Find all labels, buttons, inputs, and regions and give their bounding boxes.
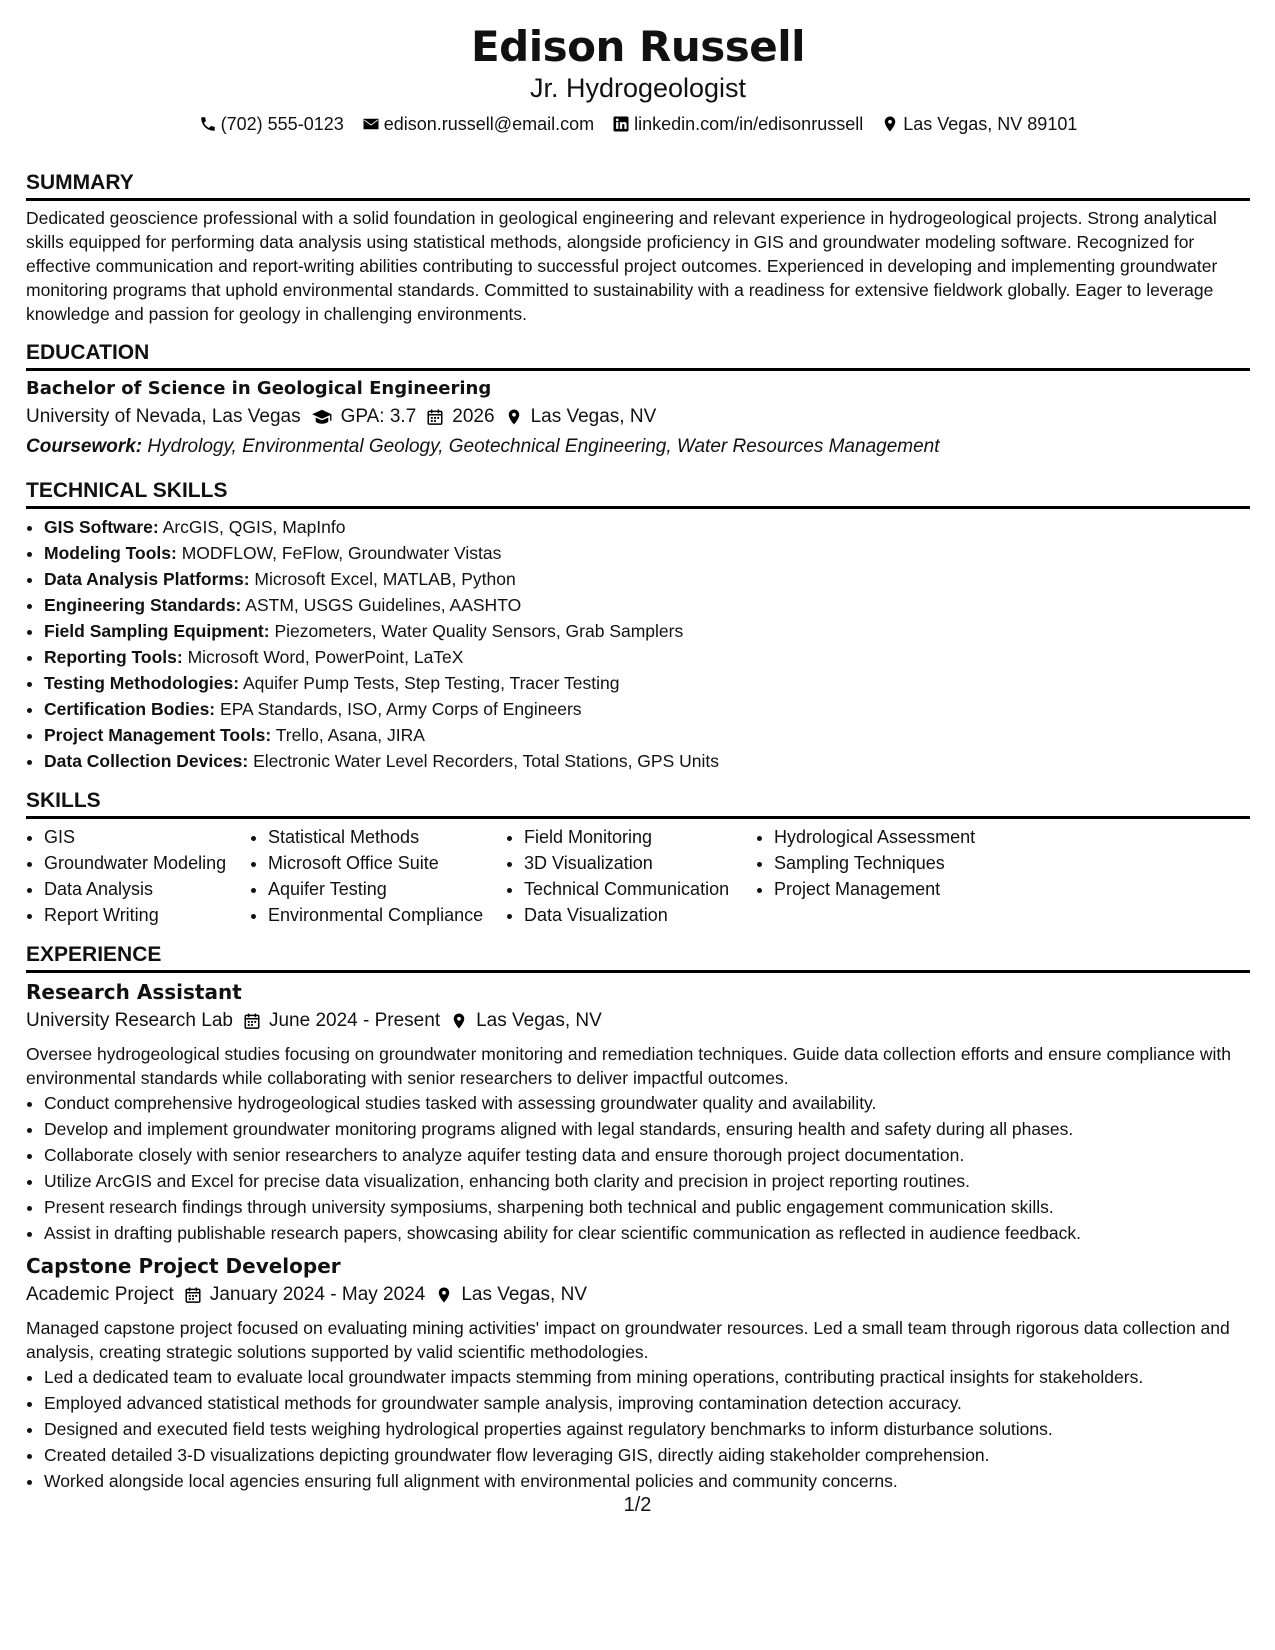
skill-values: EPA Standards, ISO, Army Corps of Engineers	[220, 699, 582, 719]
job-location-item	[450, 1006, 602, 1036]
page-number: 1/2	[623, 1494, 652, 1516]
calendar-icon	[243, 1012, 261, 1030]
phone-icon	[199, 115, 217, 133]
skills-column-2	[250, 824, 506, 928]
education-meta	[26, 402, 1250, 432]
contact-line	[26, 112, 1250, 136]
list-item	[44, 514, 1250, 540]
map-pin-icon	[450, 1012, 468, 1030]
job-location: Las Vegas, NV	[476, 1010, 602, 1031]
skills-heading: SKILLS	[26, 788, 1250, 819]
linkedin-text[interactable]: linkedin.com/in/edisonrussell	[634, 114, 864, 134]
map-pin-icon	[435, 1286, 453, 1304]
list-item: • Created detailed 3-D visualizations depicting groundwater flow leveraging GIS, directly aiding stakeholder comprehension.	[44, 1442, 1250, 1468]
envelope-icon	[362, 115, 380, 133]
list-item	[44, 696, 1250, 722]
edu-location: Las Vegas, NV	[530, 406, 657, 427]
skill-category: Engineering Standards:	[44, 595, 242, 615]
skill-values: MODFLOW, FeFlow, Groundwater Vistas	[181, 543, 502, 563]
list-item	[44, 618, 1250, 644]
summary-text: Dedicated geoscience professional with a solid foundation in geological engineering and relevant experience in hydrogeological projects. Strong analytical skills equipped for performing data analysis using statistical methods, alongside proficiency in GIS and groundwater modeling software. Recognized for effective communication and report-writing abilities contributing to successful project outcomes. Experienced in developing and implementing groundwater monitoring programs that uphold environmental standards. Committed to sustainability with a readiness for extensive fieldwork globally. Eager to leverage knowledge and passion for geology in challenging environments.	[26, 208, 1218, 324]
list-item: • Hydrological Assessment	[774, 824, 1034, 850]
resume-header	[26, 22, 1250, 136]
job-dates: January 2024 - May 2024	[209, 1284, 426, 1305]
coursework-list: Hydrology, Environmental Geology, Geotechnical Engineering, Water Resources Management	[147, 436, 940, 457]
linkedin-icon	[612, 115, 630, 133]
list-item: • GIS	[44, 824, 250, 850]
list-item: • Aquifer Testing	[268, 876, 506, 902]
resume-page	[26, 22, 1250, 1494]
list-item: • Statistical Methods	[268, 824, 506, 850]
skill-values: ASTM, USGS Guidelines, AASHTO	[245, 595, 522, 615]
job-dates-item	[243, 1006, 440, 1036]
list-item: • Project Management	[774, 876, 1034, 902]
skill-category: Reporting Tools:	[44, 647, 183, 667]
skills-column-3	[506, 824, 756, 928]
skill-category: Modeling Tools:	[44, 543, 177, 563]
list-item: • Present research findings through university symposiums, sharpening both technical and public engagement communication skills.	[44, 1194, 1250, 1220]
job-bullets	[26, 1090, 1250, 1246]
list-item: • Conduct comprehensive hydrogeological studies tasked with assessing groundwater quality and availability.	[44, 1090, 1250, 1116]
list-item: • Groundwater Modeling	[44, 850, 250, 876]
list-item: • Employed advanced statistical methods for groundwater sample analysis, improving contamination detection accuracy.	[44, 1390, 1250, 1416]
list-item: • Microsoft Office Suite	[268, 850, 506, 876]
skills-column-4	[756, 824, 1034, 928]
skill-values: Microsoft Excel, MATLAB, Python	[254, 569, 516, 589]
list-item: • Technical Communication	[524, 876, 756, 902]
job-meta	[26, 1006, 1250, 1036]
list-item: • Assist in drafting publishable research papers, showcasing ability for clear scientific communication as reflected in audience feedback.	[44, 1220, 1250, 1246]
calendar-icon	[184, 1286, 202, 1304]
contact-phone	[199, 112, 344, 136]
skills-grid	[26, 824, 1250, 928]
list-item: • Worked alongside local agencies ensuring full alignment with environmental policies and community concerns.	[44, 1468, 1250, 1494]
list-item: • Utilize ArcGIS and Excel for precise data visualization, enhancing both clarity and precision in project reporting routines.	[44, 1168, 1250, 1194]
list-item: • Field Monitoring	[524, 824, 756, 850]
job-meta	[26, 1280, 1250, 1310]
skill-values: ArcGIS, QGIS, MapInfo	[162, 517, 346, 537]
skill-values: Aquifer Pump Tests, Step Testing, Tracer Testing	[243, 673, 620, 693]
contact-linkedin[interactable]	[612, 112, 863, 136]
job-bullets	[26, 1364, 1250, 1494]
gpa-item	[311, 402, 417, 432]
list-item: • Designed and executed field tests weighing hydrological properties against regulatory benchmarks to inform disturbance solutions.	[44, 1416, 1250, 1442]
edu-location-item	[505, 402, 657, 432]
list-item: • Led a dedicated team to evaluate local groundwater impacts stemming from mining operations, contributing practical insights for stakeholders.	[44, 1364, 1250, 1390]
contact-email[interactable]	[362, 112, 594, 136]
job-description: Oversee hydrogeological studies focusing on groundwater monitoring and remediation techniques. Guide data collection efforts and ensure compliance with environmental standards while collaborating with senior researchers to deliver impactful outcomes.	[26, 1044, 1231, 1088]
technical-skills-list	[26, 514, 1250, 774]
list-item	[44, 644, 1250, 670]
job-dates: June 2024 - Present	[268, 1010, 441, 1031]
email-text[interactable]: edison.russell@email.com	[383, 114, 595, 134]
job-org: University Research Lab	[26, 1010, 233, 1031]
list-item: • Collaborate closely with senior researchers to analyze aquifer testing data and ensure thorough project documentation.	[44, 1142, 1250, 1168]
list-item	[44, 670, 1250, 696]
list-item: • Report Writing	[44, 902, 250, 928]
skill-values: Electronic Water Level Recorders, Total Stations, GPS Units	[253, 751, 719, 771]
list-item	[44, 592, 1250, 618]
skill-category: Testing Methodologies:	[44, 673, 240, 693]
skill-values: Piezometers, Water Quality Sensors, Grab Samplers	[274, 621, 684, 641]
map-pin-icon	[881, 115, 899, 133]
coursework-line	[26, 432, 1250, 462]
list-item: • Develop and implement groundwater monitoring programs aligned with legal standards, ensuring health and safety during all phases.	[44, 1116, 1250, 1142]
list-item: • Data Visualization	[524, 902, 756, 928]
list-item: • 3D Visualization	[524, 850, 756, 876]
skill-category: Data Collection Devices:	[44, 751, 249, 771]
map-pin-icon	[505, 408, 523, 426]
skill-values: Trello, Asana, JIRA	[275, 725, 425, 745]
job-title: Research Assistant	[26, 980, 242, 1004]
job-title: Capstone Project Developer	[26, 1254, 341, 1278]
grad-year: 2026	[452, 406, 495, 427]
skill-category: Certification Bodies:	[44, 699, 216, 719]
job-org: Academic Project	[26, 1284, 174, 1305]
experience-heading: EXPERIENCE	[26, 942, 1250, 973]
location-text: Las Vegas, NV 89101	[903, 114, 1078, 134]
skill-category: GIS Software:	[44, 517, 159, 537]
list-item	[44, 540, 1250, 566]
degree-title: Bachelor of Science in Geological Engineering	[26, 378, 492, 399]
coursework-label: Coursework:	[26, 436, 143, 457]
calendar-icon	[426, 408, 444, 426]
list-item: • Data Analysis	[44, 876, 250, 902]
list-item: • Environmental Compliance	[268, 902, 506, 928]
skill-category: Field Sampling Equipment:	[44, 621, 270, 641]
year-item	[426, 402, 494, 432]
summary-heading: SUMMARY	[26, 170, 1250, 201]
phone-text: (702) 555-0123	[220, 114, 344, 134]
candidate-title: Jr. Hydrogeologist	[529, 73, 747, 103]
list-item: • Sampling Techniques	[774, 850, 1034, 876]
skill-category: Data Analysis Platforms:	[44, 569, 250, 589]
technical-skills-heading: TECHNICAL SKILLS	[26, 478, 1250, 509]
skill-values: Microsoft Word, PowerPoint, LaTeX	[187, 647, 464, 667]
list-item	[44, 722, 1250, 748]
skill-category: Project Management Tools:	[44, 725, 272, 745]
job-location-item	[435, 1280, 587, 1310]
job-description: Managed capstone project focused on evaluating mining activities' impact on groundwater resources. Led a small team through rigorous data collection and analysis, creating strategic solutions supported by valid scientific methodologies.	[26, 1318, 1230, 1362]
job-location: Las Vegas, NV	[461, 1284, 588, 1305]
job-dates-item	[184, 1280, 425, 1310]
candidate-name: Edison Russell	[470, 22, 806, 71]
list-item	[44, 566, 1250, 592]
job-entry	[26, 1252, 1250, 1494]
education-heading: EDUCATION	[26, 340, 1250, 371]
list-item	[44, 748, 1250, 774]
graduation-cap-icon	[311, 408, 333, 426]
skills-column-1	[26, 824, 250, 928]
job-entry	[26, 978, 1250, 1246]
school-name: University of Nevada, Las Vegas	[26, 406, 301, 427]
contact-location	[881, 112, 1077, 136]
gpa-text: GPA: 3.7	[340, 406, 417, 427]
